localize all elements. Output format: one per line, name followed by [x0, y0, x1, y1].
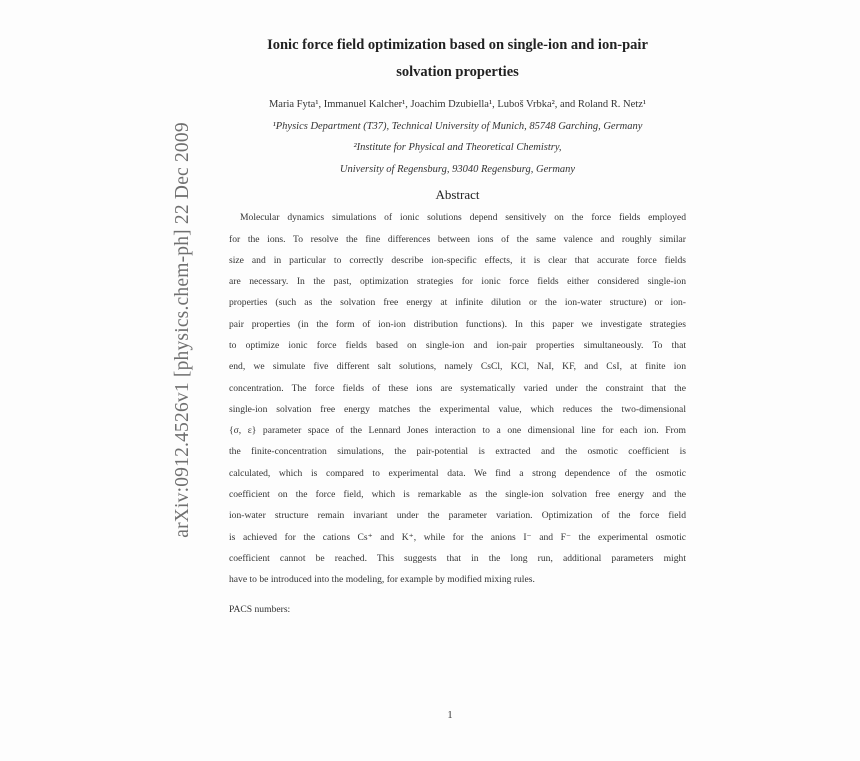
abstract-line: have to be introduced into the modeling, for example by modified mixing rules. [229, 574, 535, 585]
abstract-line: for the ions. To resolve the fine differences between ions of the same valence and roughly similar [229, 234, 686, 245]
pacs-numbers-label: PACS numbers: [229, 604, 291, 615]
abstract-line: properties (such as the solvation free energy at infinite dilution or the ion-water structure) or ion- [229, 297, 686, 308]
abstract-heading: Abstract [435, 187, 480, 202]
abstract-line: ion-water structure remain invariant under the parameter variation. Optimization of the force field [229, 510, 686, 521]
page-number: 1 [447, 710, 453, 721]
affiliation-2-line-2: University of Regensburg, 93040 Regensburg, Germany [339, 164, 576, 175]
abstract-line: pair properties (in the form of ion-ion distribution functions). In this paper we investigate strategies [229, 319, 686, 330]
author-list: Maria Fyta¹, Immanuel Kalcher¹, Joachim Dzubiella¹, Luboš Vrbka², and Roland R. Netz¹ [268, 99, 647, 110]
abstract-line: calculated, which is compared to experimental data. We find a strong dependence of the osmotic [229, 468, 686, 479]
abstract-line: are necessary. In the past, optimization strategies for ionic force fields either considered single-ion [229, 276, 686, 287]
abstract-line: coefficient cannot be reached. This suggests that in the long run, additional parameters might [229, 553, 686, 564]
paper-title-line-1: Ionic force field optimization based on single-ion and ion-pair [267, 37, 648, 53]
abstract-line: coefficient on the force field, which is remarkable as the single-ion solvation free energy and the [229, 489, 686, 500]
abstract-line: to optimize ionic force fields based on single-ion and ion-pair properties simultaneously. To that [229, 340, 686, 351]
abstract-line: concentration. The force fields of these ions are systematically varied under the constraint that the [229, 383, 686, 394]
abstract-line: {σ, ε} parameter space of the Lennard Jones interaction to a one dimensional line for each ion. From [229, 425, 686, 436]
paper-title-line-2: solvation properties [396, 64, 519, 80]
arxiv-identifier-stamp: arXiv:0912.4526v1 [physics.chem-ph] 22 Dec 2009 [172, 122, 193, 538]
abstract-line: single-ion solvation free energy matches the experimental value, which reduces the two-dimensional [229, 404, 686, 415]
affiliation-2-line-1: ²Institute for Physical and Theoretical Chemistry, [353, 142, 562, 153]
abstract-line: size and in particular to correctly describe ion-specific effects, it is clear that accurate force fields [229, 255, 686, 266]
affiliation-1: ¹Physics Department (T37), Technical University of Munich, 85748 Garching, Germany [272, 121, 643, 132]
abstract-line: Molecular dynamics simulations of ionic solutions depend sensitively on the force fields employed [240, 212, 686, 223]
abstract-line: is achieved for the cations Cs⁺ and K⁺, while for the anions I⁻ and F⁻ the experimental osmotic [229, 532, 686, 543]
abstract-line: the finite-concentration simulations, the pair-potential is extracted and the osmotic coefficient is [229, 446, 686, 457]
abstract-line: end, we simulate five different salt solutions, namely CsCl, KCl, NaI, KF, and CsI, at finite ion [229, 361, 686, 372]
